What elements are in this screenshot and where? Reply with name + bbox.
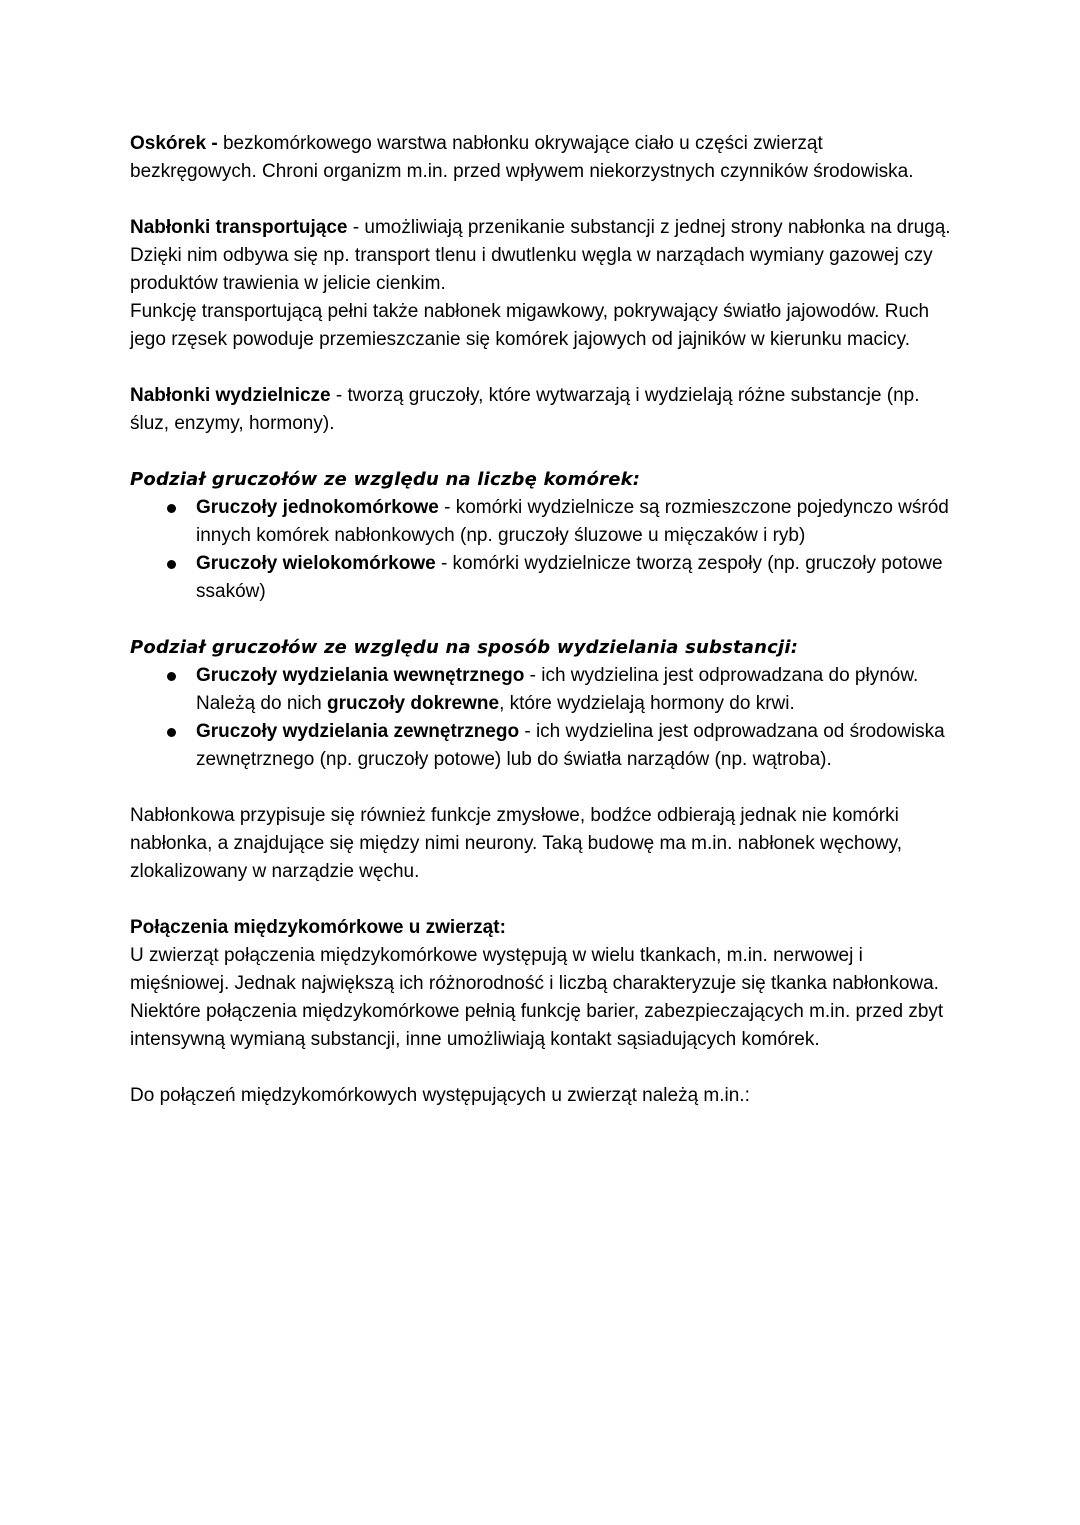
text-segment-bold: Połączenia międzykomórkowe u zwierząt: xyxy=(130,917,506,938)
document-content xyxy=(130,130,952,1138)
text-segment-bold: Oskórek - xyxy=(130,133,223,154)
text-segment: - ich wydzielina jest odprowadzana do płynów. Należą do nich xyxy=(196,665,919,714)
text-segment-bold: Gruczoły wydzielania zewnętrznego xyxy=(196,721,520,742)
list-item xyxy=(130,494,952,550)
paragraph-nablonki-transportujace xyxy=(130,214,952,354)
text-segment: - komórki wydzielnicze tworzą zespoły (np. gruczoły potowe ssaków) xyxy=(196,553,943,602)
text-segment-bold: Gruczoły wielokomórkowe xyxy=(196,553,436,574)
paragraph-oskorek xyxy=(130,130,952,186)
text-segment: , które wydzielają hormony do krwi. xyxy=(499,693,795,714)
text-segment-bold: Gruczoły wydzielania wewnętrznego xyxy=(196,665,525,686)
text-segment: Podział gruczołów ze względu na liczbę komórek: xyxy=(130,469,641,490)
paragraph-do-polaczen xyxy=(130,1082,952,1110)
heading-podzial-liczba-komorek xyxy=(130,466,952,494)
list-podzial-liczba-komorek xyxy=(130,494,952,606)
text-segment: U zwierząt połączenia międzykomórkowe występują w wielu tkankach, m.in. nerwowej i mięśniowej. Jednak największą ich różnorodność i liczbą charakteryzuje się tkanka nabłonkowa. xyxy=(130,945,939,994)
list-item xyxy=(130,550,952,606)
text-segment: - tworzą gruczoły, które wytwarzają i wydzielają różne substancje (np. śluz, enzymy, hormony). xyxy=(130,385,920,434)
text-segment: bezkomórkowego warstwa nabłonku okrywające ciało u części zwierząt bezkręgowych. Chroni organizm m.in. przed wpływem niekorzystnych czynników środowiska. xyxy=(130,133,914,182)
heading-podzial-sposob-wydzielania xyxy=(130,634,952,662)
text-segment: - komórki wydzielnicze są rozmieszczone pojedynczo wśród innych komórek nabłonkowych (np. gruczoły śluzowe u mięczaków i ryb) xyxy=(196,497,949,546)
text-segment-bold: Nabłonki transportujące xyxy=(130,217,348,238)
text-segment: Do połączeń międzykomórkowych występujących u zwierząt należą m.in.: xyxy=(130,1085,750,1106)
text-segment: Nabłonkowa przypisuje się również funkcje zmysłowe, bodźce odbierają jednak nie komórki nabłonka, a znajdujące się między nimi neurony. Taką budowę ma m.in. nabłonek węchowy, zlokalizowany w narządzie węchu. xyxy=(130,805,903,882)
list-podzial-sposob-wydzielania xyxy=(130,662,952,774)
paragraph-funkcje-zmyslowe xyxy=(130,802,952,886)
text-segment-bold: Gruczoły jednokomórkowe xyxy=(196,497,439,518)
text-segment: Funkcję transportującą pełni także nabłonek migawkowy, pokrywający światło jajowodów. Ruch jego rzęsek powoduje przemieszczanie się komórek jajowych od jajników w kierunku macicy. xyxy=(130,301,930,350)
list-item xyxy=(130,662,952,718)
paragraph-nablonki-wydzielnicze xyxy=(130,382,952,438)
text-segment-bold: Nabłonki wydzielnicze xyxy=(130,385,331,406)
text-segment: Niektóre połączenia międzykomórkowe pełnią funkcję barier, zabezpieczających m.in. przed zbyt intensywną wymianą substancji, inne umożliwiają kontakt sąsiadujących komórek. xyxy=(130,1001,944,1050)
list-item xyxy=(130,718,952,774)
paragraph-polaczenia-miedzykomorkowe xyxy=(130,914,952,1054)
text-segment: - umożliwiają przenikanie substancji z jednej strony nabłonka na drugą. Dzięki nim odbywa się np. transport tlenu i dwutlenku węgla w narządach wymiany gazowej czy produktów trawienia w jelicie cienkim. xyxy=(130,217,951,294)
text-segment-bold: gruczoły dokrewne xyxy=(326,693,500,714)
text-segment: Podział gruczołów ze względu na sposób wydzielania substancji: xyxy=(130,637,799,658)
text-segment: - ich wydzielina jest odprowadzana od środowiska zewnętrznego (np. gruczoły potowe) lub do światła narządów (np. wątroba). xyxy=(196,721,945,770)
